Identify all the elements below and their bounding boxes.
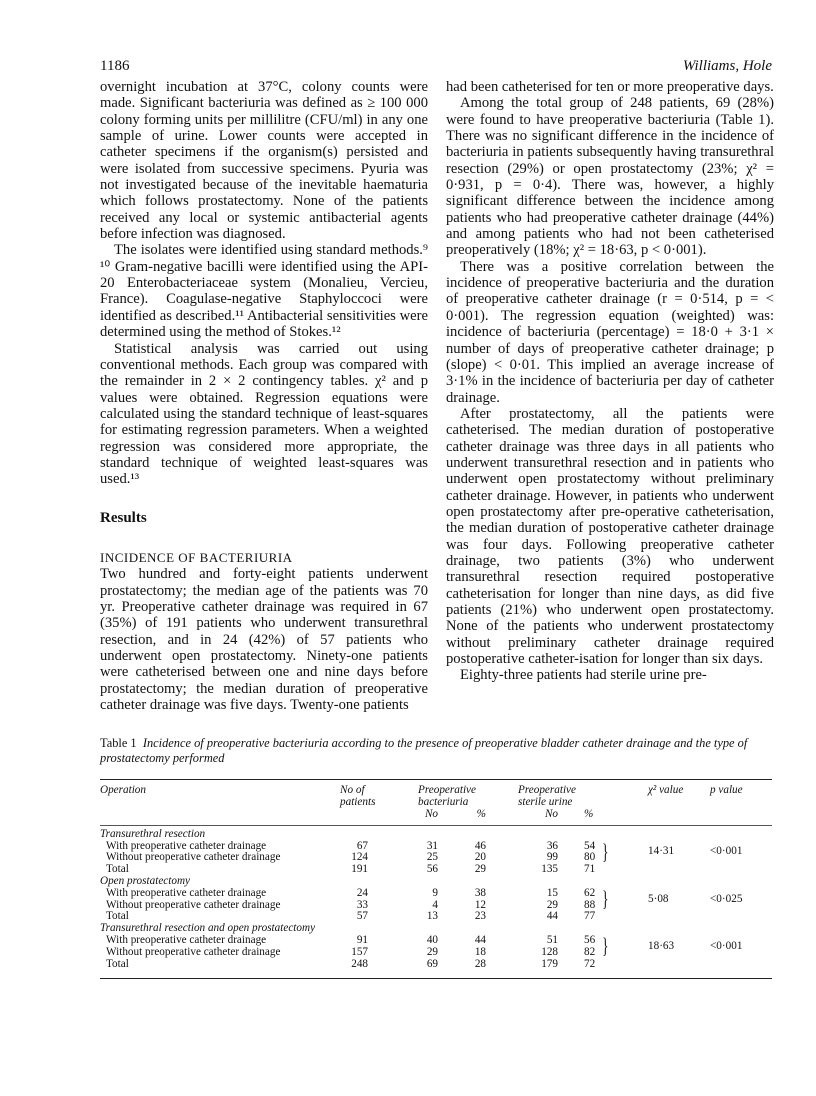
- paragraph: The isolates were identified using standard methods.⁹ ¹⁰ Gram-negative bacilli were identified using the API-20 Enterobacteriaceae system (Monalieu, Vercieu, France). Coagulase-negative Staphyloccoci were identified as described.¹¹ Antibacterial sensitivities were determined using the method of Stokes.¹²: [100, 242, 428, 341]
- paragraph: After prostatectomy, all the patients were catheterised. The median duration of postoperative catheter drainage was three days in all patients who underwent transurethral resection and in patients who underwent open prostatectomy without preliminary catheter drainage. However, in patients who underwent open prostatectomy after pre-operative catheterisation, the median duration of postoperative catheter drainage was four days. Following preoperative catheter drainage, two patients (3%) who underwent transurethral resection required postoperative catheterisation for longer than nine days, as did five patients (21%) who underwent open prostatectomy. None of the patients who underwent prostatectomy without preliminary catheter drainage required postoperative catheter-isation for longer than six days.: [446, 405, 774, 668]
- table-group-title: [100, 876, 772, 888]
- header-no: No: [424, 808, 438, 820]
- group-title: Transurethral resection: [100, 827, 206, 840]
- cell-b_pct: 46: [474, 839, 486, 852]
- table-caption-text: Incidence of preoperative bacteriuria according to the presence of preoperative bladder catheter drainage and the type of prostatectomy performed: [100, 736, 748, 765]
- cell-label: Without preoperative catheter drainage: [106, 945, 281, 958]
- right-column: [446, 79, 774, 684]
- cell-s_no: 99: [546, 851, 558, 864]
- cell-b_no: 4: [432, 898, 438, 911]
- brace-icon: }: [602, 838, 609, 864]
- cell-label: Total: [106, 957, 129, 970]
- page-number: 1186: [100, 58, 130, 74]
- cell-label: Without preoperative catheter drainage: [106, 898, 281, 911]
- cell-s_pct: 62: [584, 886, 596, 899]
- cell-label: With preoperative catheter drainage: [106, 886, 267, 899]
- cell-s_no: 128: [541, 945, 558, 958]
- cell-b_no: 9: [432, 886, 438, 899]
- table-label: Table 1: [100, 736, 137, 750]
- cell-p: <0·025: [710, 892, 743, 905]
- header-pct: %: [584, 808, 594, 820]
- cell-s_pct: 54: [584, 839, 596, 852]
- cell-b_pct: 28: [474, 957, 486, 970]
- header-patients: No of patients: [340, 784, 376, 808]
- cell-label: Without preoperative catheter drainage: [106, 851, 281, 864]
- cell-p: <0·001: [710, 845, 743, 858]
- cell-b_no: 69: [426, 957, 438, 970]
- table-caption: [100, 736, 772, 766]
- cell-b_no: 40: [426, 933, 438, 946]
- paragraph: Among the total group of 248 patients, 69 (28%) were found to have preoperative bacteriuria (Table 1). There was no significant difference in the incidence of bacteriuria in patients subsequently having transurethral resection (29%) or open prostatectomy (23%; χ² = 0·931, p = 0·4). There was, however, a highly significant difference between the incidence among patients who had preoperative catheter drainage (44%) and among patients who had not been catheterised preoperatively (18%; χ² = 18·63, p < 0·001).: [446, 95, 774, 259]
- cell-b_pct: 38: [474, 886, 486, 899]
- paragraph: overnight incubation at 37°C, colony counts were made. Significant bacteriuria was defined as ≥ 100 000 colony forming units per millilitre (CFU/ml) in any one sample of urine. Lower counts were accepted in catheter specimens if the organism(s) persisted and were isolated from successive specimens. Pyuria was not investigated because of the inevitable haematuria which follows prostatectomy. None of the patients received any local or systemic antibacterial agents before infection was diagnosed.: [100, 79, 428, 243]
- cell-b_no: 25: [426, 851, 438, 864]
- group-title: Open prostatectomy: [100, 874, 190, 887]
- cell-b_pct: 44: [474, 933, 486, 946]
- header-no: No: [544, 808, 558, 820]
- section-heading: Results: [100, 509, 147, 526]
- header-pct: %: [476, 808, 486, 820]
- table-group-title: [100, 829, 772, 841]
- cell-chi: 18·63: [648, 939, 675, 952]
- cell-b_pct: 12: [474, 898, 486, 911]
- cell-s_pct: 82: [584, 945, 596, 958]
- paragraph: Two hundred and forty-eight patients underwent prostatectomy; the median age of the patients was 70 yr. Preoperative catheter drainage was required in 67 (35%) of 191 patients who underwent transurethral resection, and in 24 (42%) of 57 patients who underwent open prostatectomy. Ninety-one patients were catheterised between one and nine days before prostatectomy; the median duration of preoperative catheter drainage was five days. Twenty-one patients: [100, 566, 428, 714]
- left-column: [100, 79, 428, 713]
- cell-n: 91: [356, 933, 368, 946]
- subheading: INCIDENCE OF BACTERIURIA: [100, 549, 293, 565]
- cell-n: 191: [351, 863, 368, 876]
- cell-s_pct: 71: [584, 863, 596, 876]
- cell-n: 248: [351, 957, 368, 970]
- cell-b_pct: 29: [474, 863, 486, 876]
- table-header-row: [100, 785, 772, 809]
- cell-s_no: 29: [546, 898, 558, 911]
- cell-n: 33: [356, 898, 368, 911]
- cell-n: 57: [356, 910, 368, 923]
- cell-s_pct: 77: [584, 910, 596, 923]
- group-title: Transurethral resection and open prostatectomy: [100, 922, 316, 935]
- header-chi: χ² value: [648, 784, 684, 796]
- brace-icon: }: [602, 885, 609, 911]
- cell-s_pct: 56: [584, 933, 596, 946]
- table-body: [100, 829, 772, 971]
- header-operation: Operation: [100, 784, 146, 796]
- cell-label: With preoperative catheter drainage: [106, 933, 267, 946]
- paragraph: There was a positive correlation between the incidence of preoperative bacteriuria and the duration of preoperative catheter drainage (r = 0·514, p = < 0·001). The regression equation (weighted) was: incidence of bacteriuria (percentage) = 18·0 + 3·1 × number of days of preoperative catheter drainage; p (slope) < 0·01. This implied an average increase of 3·1% in the incidence of bacteriuria per day of catheter drainage.: [446, 258, 774, 406]
- table-row: [100, 959, 772, 971]
- cell-chi: 14·31: [648, 845, 675, 858]
- cell-s_no: 51: [546, 933, 558, 946]
- cell-b_no: 31: [426, 839, 438, 852]
- header-sterile: Preoperative sterile urine: [518, 784, 576, 808]
- table-row: [100, 864, 772, 876]
- header-p: p value: [710, 784, 743, 796]
- cell-s_pct: 88: [584, 898, 596, 911]
- cell-b_no: 56: [426, 863, 438, 876]
- cell-n: 124: [351, 851, 368, 864]
- cell-n: 157: [351, 945, 368, 958]
- cell-n: 24: [356, 886, 368, 899]
- cell-b_pct: 23: [474, 910, 486, 923]
- cell-s_pct: 80: [584, 851, 596, 864]
- cell-s_no: 44: [546, 910, 558, 923]
- cell-b_pct: 20: [474, 851, 486, 864]
- cell-s_no: 36: [546, 839, 558, 852]
- cell-s_no: 179: [541, 957, 558, 970]
- cell-label: With preoperative catheter drainage: [106, 839, 267, 852]
- cell-b_pct: 18: [474, 945, 486, 958]
- paragraph: Eighty-three patients had sterile urine pre-: [460, 667, 707, 684]
- cell-label: Total: [106, 910, 129, 923]
- cell-b_no: 29: [426, 945, 438, 958]
- cell-s_no: 135: [541, 863, 558, 876]
- cell-p: <0·001: [710, 939, 743, 952]
- cell-chi: 5·08: [648, 892, 669, 905]
- brace-icon: }: [602, 932, 609, 958]
- cell-n: 67: [356, 839, 368, 852]
- paragraph: had been catheterised for ten or more preoperative days.: [446, 79, 774, 95]
- table-subheader-row: [100, 809, 772, 821]
- cell-s_no: 15: [546, 886, 558, 899]
- header-bacteriuria: Preoperative bacteriuria: [418, 784, 476, 808]
- table-1: [100, 779, 772, 979]
- cell-label: Total: [106, 863, 129, 876]
- paragraph: Statistical analysis was carried out using conventional methods. Each group was compared with the remainder in 2 × 2 contingency tables. χ² and p values were obtained. Regression equations were calculated using the standard technique of least-squares for estimating regression parameters. When a weighted regression was considered more appropriate, the standard technique of weighted least-squares was used.¹³: [100, 340, 428, 488]
- cell-s_pct: 72: [584, 957, 596, 970]
- cell-b_no: 13: [426, 910, 438, 923]
- running-head: Williams, Hole: [682, 58, 772, 74]
